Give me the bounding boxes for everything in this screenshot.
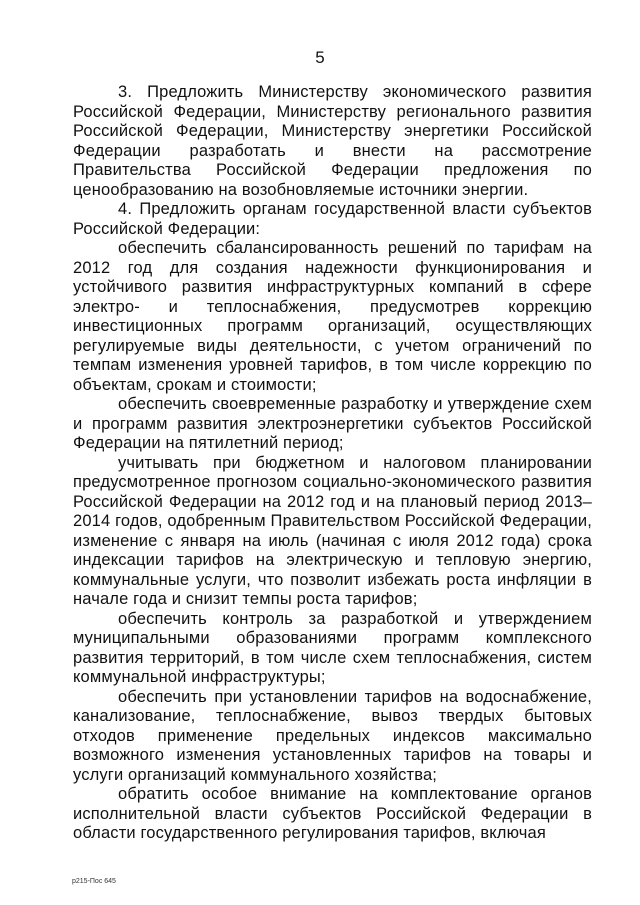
document-body xyxy=(73,83,592,844)
paragraph: обеспечить сбалансированность решений по тарифам на 2012 год для создания надежности функционирования и устойчивого развития инфраструктурных компаний в сфере электро- и теплоснабжения, предусмотрев коррекцию инвестиционных программ организаций, осуществляющих регулируемые виды деятельности, с учетом ограничений по темпам изменения уровней тарифов, в том числе коррекцию по объектам, срокам и стоимости; xyxy=(73,239,592,394)
paragraph: обратить особое внимание на комплектование органов исполнительной власти субъектов Российской Федерации в области государственного регулирования тарифов, включая xyxy=(73,785,592,842)
paragraph: обеспечить своевременные разработку и утверждение схем и программ развития электроэнергетики субъектов Российской Федерации на пятилетний период; xyxy=(73,395,592,452)
page-number: 5 xyxy=(315,48,325,67)
paragraph: обеспечить при установлении тарифов на водоснабжение, канализование, теплоснабжение, вывоз твердых бытовых отходов применение предельных индексов максимально возможного изменения установленных тарифов на товары и услуги организаций коммунального хозяйства; xyxy=(73,687,592,784)
paragraph: 3. Предложить Министерству экономического развития Российской Федерации, Министерству регионального развития Российской Федерации, Министерству энергетики Российской Федерации разработать и внести на рассмотрение Правительства Российской Федерации предложения по ценообразованию на возобновляемые источники энергии. xyxy=(73,83,592,199)
paragraph: 4. Предложить органам государственной власти субъектов Российской Федерации: xyxy=(73,200,592,238)
paragraph: обеспечить контроль за разработкой и утверждением муниципальными образованиями программ комплексного развития территорий, в том числе схем теплоснабжения, систем коммунальной инфраструктуры; xyxy=(73,609,592,686)
paragraph: учитывать при бюджетном и налоговом планировании предусмотренное прогнозом социально-экономического развития Российской Федерации на 2012 год и на плановый период 2013–2014 годов, одобренным Правительством Российской Федерации, изменение с января на июль (начиная с июля 2012 года) срока индексации тарифов на электрическую и тепловую энергию, коммунальные услуги, что позволит избежать роста инфляции в начале года и снизит темпы роста тарифов; xyxy=(73,453,592,608)
footer-code: р215-Пос 645 xyxy=(72,878,116,885)
